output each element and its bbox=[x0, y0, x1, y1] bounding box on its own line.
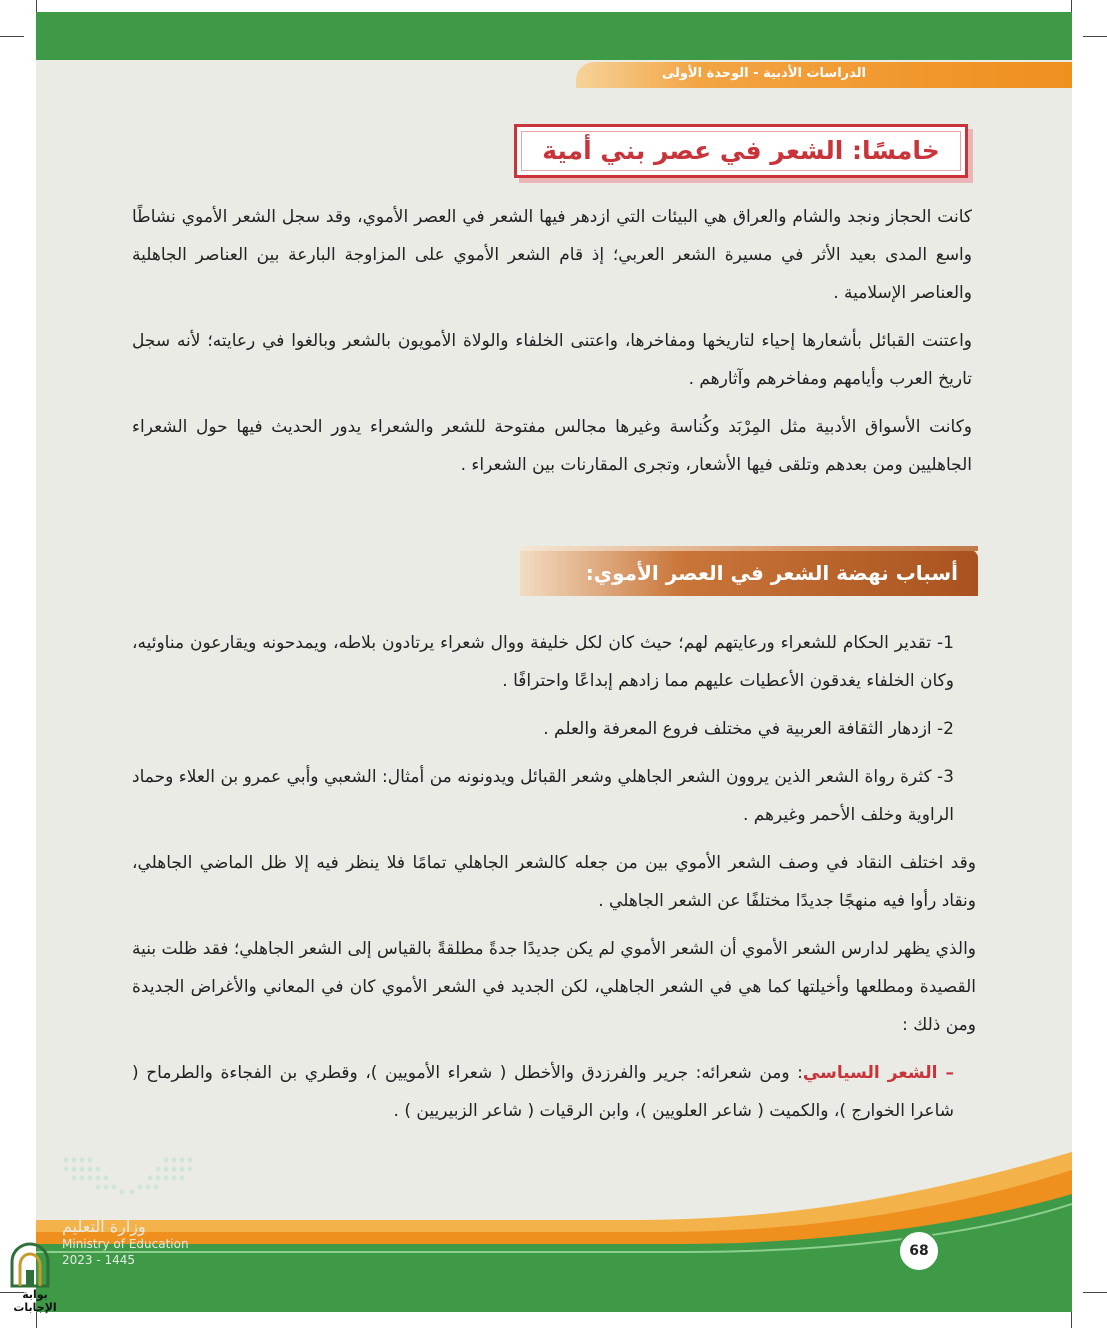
list-item-3: 3- كثرة رواة الشعر الذين يروون الشعر الجاهلي وشعر القبائل ويدونونه من أمثال: الشعبي وأبي عمرو بن العلاء وحماد الراوية وخلف الأحمر وغيرهم . bbox=[132, 767, 954, 825]
title-box bbox=[514, 124, 968, 178]
political-poetry-paragraph bbox=[132, 1054, 954, 1130]
political-poetry-label: – الشعر السياسي bbox=[802, 1063, 954, 1083]
ministry-logo-english: Ministry of Education bbox=[62, 1237, 189, 1251]
crop-mark bbox=[36, 1312, 37, 1328]
ministry-logo-text bbox=[62, 1217, 232, 1277]
intro-paragraph-1: كانت الحجاز ونجد والشام والعراق هي البيئات التي ازدهر فيها الشعر في العصر الأموي، وقد سجل الشعر الأموي نشاطًا واسع المدى بعيد الأثر في مسيرة الشعر العربي؛ إذ قام الشعر الأموي على المزاوجة البارعة بين العناصر الجاهلية والعناصر الإسلامية . bbox=[132, 207, 972, 303]
ministry-logo-dots bbox=[62, 1154, 196, 1196]
paragraph-5: والذي يظهر لدارس الشعر الأموي أن الشعر الأموي لم يكن جديدًا جدةً مطلقةً بالقياس إلى الشعر الجاهلي؛ فقد ظلت بنية القصيدة ومطلعها وأخيلتها كما هي في الشعر الجاهلي، لكن الجديد في الشعر الأموي كان في المعاني والأغراض الجديدة ومن ذلك : bbox=[132, 939, 976, 1035]
section-heading: أسباب نهضة الشعر في العصر الأموي: bbox=[585, 561, 958, 585]
top-green-band bbox=[36, 12, 1072, 60]
section-heading-bar bbox=[520, 550, 978, 596]
intro-paragraph-2: واعتنت القبائل بأشعارها إحياء لتاريخها ومفاخرها، واعتنى الخلفاء والولاة الأمويون بالشعر وبالغوا في رعايته؛ لأنه سجل تاريخ العرب وأيامهم ومفاخرهم وآثارهم . bbox=[132, 331, 972, 389]
political-poetry-text: : ومن شعرائه: جرير والفرزدق والأخطل ( شعراء الأمويين )، وقطري بن الفجاءة والطرماح ( شاعرا الخوارج )، والكميت ( شاعر العلويين )، وابن الرقيات ( شاعر الزبيريين ) . bbox=[132, 1063, 954, 1121]
textbook-page bbox=[36, 12, 1072, 1312]
paragraph-4: وقد اختلف النقاد في وصف الشعر الأموي بين من جعله كالشعر الجاهلي تمامًا فلا ينظر فيه إلا ظل الماضي الجاهلي، ونقاد رأوا فيه منهجًا جديدًا مختلفًا عن الشعر الجاهلي . bbox=[132, 853, 976, 911]
list-item-1: 1- تقدير الحكام للشعراء ورعايتهم لهم؛ حيث كان لكل خليفة ووال شعراء يرتادون بلاطه، ويمدحونه ويقارعون مناوئيه، وكان الخلفاء يغدقون الأعطيات عليهم مما زادهم إبداعًا واحترافًا . bbox=[132, 633, 954, 691]
intro-paragraph-3: وكانت الأسواق الأدبية مثل المِرْبَد وكُناسة وغيرها مجالس مفتوحة للشعر والشعراء يدور الحديث فيها حول الشعراء الجاهليين ومن بعدهم وتلقى فيها الأشعار، وتجرى المقارنات بين الشعراء . bbox=[132, 417, 972, 475]
breadcrumb: الدراسات الأدبية - الوحدة الأولى bbox=[661, 66, 866, 81]
crop-mark bbox=[1083, 36, 1107, 37]
crop-mark bbox=[0, 36, 24, 37]
ministry-logo-year: 2023 - 1445 bbox=[62, 1253, 136, 1267]
crop-mark bbox=[1071, 0, 1072, 12]
list-item-2: 2- ازدهار الثقافة العربية في مختلف فروع المعرفة والعلم . bbox=[543, 719, 954, 739]
page-number: 68 bbox=[898, 1230, 940, 1272]
page-title: خامسًا: الشعر في عصر بني أمية bbox=[542, 136, 940, 165]
ministry-logo-arabic: وزارة التعليم bbox=[62, 1217, 146, 1236]
site-watermark: بوابة الإجابات bbox=[13, 1288, 57, 1314]
crop-mark bbox=[1071, 1312, 1072, 1328]
mosque-arch-icon bbox=[8, 1242, 52, 1288]
crop-mark bbox=[1083, 1292, 1107, 1293]
crop-mark bbox=[36, 0, 37, 12]
